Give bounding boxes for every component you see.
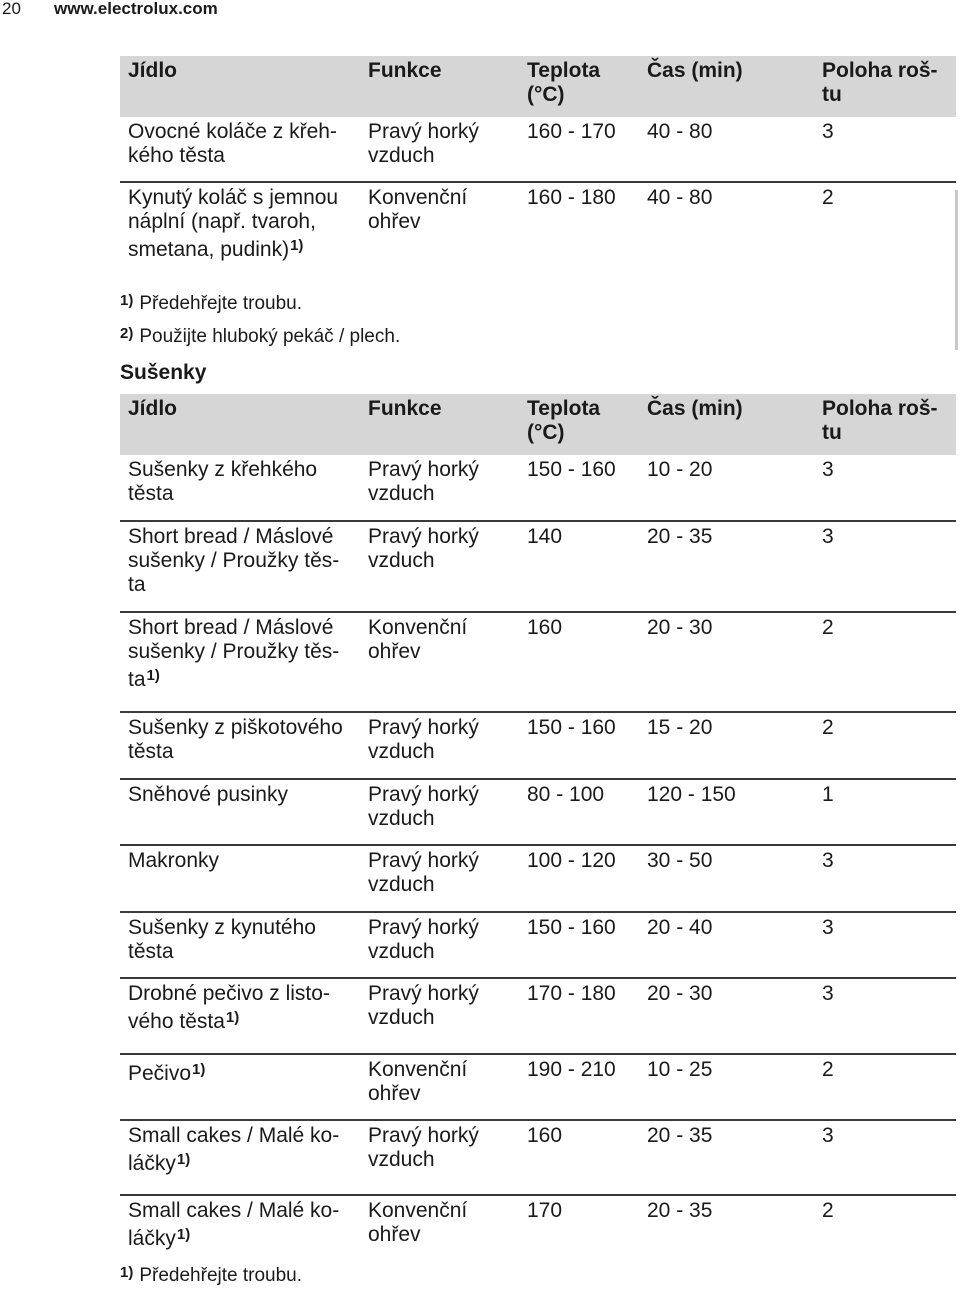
cell-line: Konvenční: [368, 616, 468, 639]
cell-line: Teplota: [527, 59, 601, 82]
cell-line: (°C): [527, 83, 565, 106]
table-row: [120, 911, 956, 977]
time-cell: 20 - 35: [647, 525, 713, 548]
cell-line: Makronky: [128, 849, 220, 872]
cell-line: Čas (min): [647, 397, 743, 420]
cell-line: vzduch: [368, 940, 435, 963]
cell-line: Poloha roš-: [822, 59, 938, 82]
cell-line: Pravý horký: [368, 525, 479, 548]
cell-line: Pravý horký: [368, 916, 479, 939]
header-shelf-position: [822, 59, 938, 107]
function-cell: [368, 716, 479, 764]
time-cell: 15 - 20: [647, 716, 713, 739]
cell-line: Funkce: [368, 397, 442, 420]
cell-line: Sušenky z křehkého: [128, 458, 318, 481]
cell-line: Ovocné koláče z křeh-: [128, 120, 337, 143]
footnote-ref: 1): [225, 1009, 240, 1026]
footnote-1: [120, 290, 302, 315]
temperature-cell: 160 - 180: [527, 186, 616, 209]
cell-line: vzduch: [368, 1148, 435, 1171]
header-time: [647, 397, 743, 421]
cell-line: vzduch: [368, 807, 435, 830]
cell-line: vzduch: [368, 740, 435, 763]
table-row: [120, 611, 956, 711]
cell-line: láčky: [128, 1227, 176, 1250]
footnote-text: Předehřejte troubu.: [139, 1265, 303, 1286]
function-cell: [368, 458, 479, 506]
table-row: [120, 455, 956, 520]
shelf-position-cell: 1: [822, 783, 834, 806]
cell-line: Pečivo: [128, 1062, 192, 1085]
cell-line: Pravý horký: [368, 120, 479, 143]
cell-line: Sněhové pusinky: [128, 783, 288, 806]
cell-line: Funkce: [368, 59, 442, 82]
cell-line: Pravý horký: [368, 783, 479, 806]
cell-line: vzduch: [368, 549, 435, 572]
time-cell: 30 - 50: [647, 849, 713, 872]
shelf-position-cell: 2: [822, 1058, 834, 1081]
shelf-position-cell: 3: [822, 1124, 834, 1147]
time-cell: 20 - 40: [647, 916, 713, 939]
cell-line: Short bread / Máslové: [128, 616, 334, 639]
footnote-text: Předehřejte troubu.: [139, 293, 303, 314]
function-cell: [368, 916, 479, 964]
temperature-cell: 150 - 160: [527, 458, 616, 481]
temperature-cell: 160: [527, 1124, 563, 1147]
header-temperature: [527, 397, 600, 445]
function-cell: [368, 1199, 467, 1247]
footnote-ref: 1): [146, 667, 160, 684]
temperature-cell: 190 - 210: [527, 1058, 616, 1081]
function-cell: [368, 616, 467, 664]
cell-line: Teplota: [527, 397, 601, 420]
cell-line: Konvenční: [368, 1058, 468, 1081]
table-header: [120, 394, 956, 455]
food-cell: [128, 716, 343, 764]
cell-line: těsta: [128, 482, 174, 505]
table-row: [120, 181, 956, 273]
cell-line: tu: [822, 421, 842, 444]
shelf-position-cell: 3: [822, 849, 834, 872]
cell-line: Jídlo: [128, 59, 178, 82]
cell-line: Small cakes / Malé ko-: [128, 1124, 340, 1147]
table-row: [120, 1119, 956, 1194]
baking-table-biscuits: [120, 394, 956, 1268]
baking-table-cakes: [120, 56, 956, 273]
footnote-mark: 2): [120, 325, 134, 342]
cell-line: vzduch: [368, 482, 435, 505]
temperature-cell: 160: [527, 616, 563, 639]
table-row: [120, 1194, 956, 1268]
time-cell: 20 - 30: [647, 616, 713, 639]
cell-line: těsta: [128, 740, 174, 763]
time-cell: 20 - 35: [647, 1199, 713, 1222]
time-cell: 10 - 25: [647, 1058, 713, 1081]
shelf-position-cell: 2: [822, 616, 834, 639]
cell-line: vého těsta: [128, 1010, 225, 1033]
header-shelf-position: [822, 397, 938, 445]
cell-line: Jídlo: [128, 397, 178, 420]
page-edge-line: [955, 190, 958, 350]
temperature-cell: 80 - 100: [527, 783, 605, 806]
cell-line: Pravý horký: [368, 982, 479, 1005]
cell-line: Konvenční: [368, 186, 468, 209]
temperature-cell: 170: [527, 1199, 563, 1222]
shelf-position-cell: 2: [822, 716, 834, 739]
cell-line: tu: [822, 83, 842, 106]
function-cell: [368, 1058, 467, 1106]
cell-line: ohřev: [368, 640, 421, 663]
footnote-ref: 1): [290, 237, 304, 254]
header-food: [128, 397, 177, 421]
shelf-position-cell: 3: [822, 525, 834, 548]
function-cell: [368, 783, 479, 831]
table-row: [120, 977, 956, 1053]
cell-line: kého těsta: [128, 144, 225, 167]
time-cell: 120 - 150: [647, 783, 736, 806]
table-header: [120, 56, 956, 117]
footnote-ref: 1): [192, 1061, 206, 1078]
footnote-table2: [120, 1262, 302, 1287]
cell-line: (°C): [527, 421, 565, 444]
cell-line: těsta: [128, 940, 174, 963]
table-row: [120, 844, 956, 911]
time-cell: 40 - 80: [647, 120, 713, 143]
shelf-position-cell: 2: [822, 1199, 834, 1222]
table-row: [120, 520, 956, 611]
cell-line: Kynutý koláč s jemnou: [128, 186, 339, 209]
header-time: [647, 59, 743, 83]
header-food: [128, 59, 177, 83]
cell-line: láčky: [128, 1152, 176, 1175]
food-cell: [128, 458, 317, 506]
function-cell: [368, 120, 479, 168]
section-title: Sušenky: [120, 361, 207, 384]
time-cell: 10 - 20: [647, 458, 713, 481]
function-cell: [368, 982, 479, 1030]
cell-line: Poloha roš-: [822, 397, 938, 420]
cell-line: Drobné pečivo z listo-: [128, 982, 330, 1005]
footnote-mark: 1): [120, 1264, 134, 1281]
cell-line: ohřev: [368, 210, 421, 233]
food-cell: [128, 120, 337, 168]
time-cell: 20 - 35: [647, 1124, 713, 1147]
footnote-2: [120, 323, 400, 348]
function-cell: [368, 525, 479, 573]
function-cell: [368, 849, 479, 897]
food-cell: [128, 1058, 205, 1086]
shelf-position-cell: 3: [822, 916, 834, 939]
header-temperature: [527, 59, 600, 107]
footnote-ref: 1): [176, 1226, 191, 1243]
food-cell: [128, 186, 338, 262]
footnote-ref: 1): [176, 1151, 191, 1168]
cell-line: Pravý horký: [368, 849, 479, 872]
temperature-cell: 160 - 170: [527, 120, 616, 143]
food-cell: [128, 1199, 339, 1251]
footnote-mark: 1): [120, 292, 134, 309]
cell-line: Sušenky z kynutého: [128, 916, 316, 939]
temperature-cell: 150 - 160: [527, 916, 616, 939]
cell-line: smetana, pudink): [128, 238, 290, 261]
page-number: 20: [2, 0, 21, 18]
shelf-position-cell: 3: [822, 120, 834, 143]
function-cell: [368, 1124, 479, 1172]
cell-line: náplní (např. tvaroh,: [128, 210, 316, 233]
shelf-position-cell: 3: [822, 458, 834, 481]
page-header: [0, 0, 960, 22]
food-cell: [128, 783, 288, 807]
header-function: [368, 59, 442, 83]
cell-line: sušenky / Proužky těs-: [128, 640, 340, 663]
food-cell: [128, 1124, 339, 1176]
footnote-text: Použijte hluboký pekáč / plech.: [139, 326, 401, 347]
cell-line: Pravý horký: [368, 458, 479, 481]
food-cell: [128, 849, 219, 873]
header-function: [368, 397, 442, 421]
shelf-position-cell: 2: [822, 186, 834, 209]
function-cell: [368, 186, 467, 234]
temperature-cell: 140: [527, 525, 563, 548]
table-row: [120, 117, 956, 181]
cell-line: Small cakes / Malé ko-: [128, 1199, 340, 1222]
temperature-cell: 100 - 120: [527, 849, 616, 872]
food-cell: [128, 616, 339, 692]
cell-line: vzduch: [368, 873, 435, 896]
table-row: [120, 711, 956, 778]
temperature-cell: 170 - 180: [527, 982, 616, 1005]
cell-line: Pravý horký: [368, 1124, 479, 1147]
cell-line: vzduch: [368, 144, 435, 167]
cell-line: Pravý horký: [368, 716, 479, 739]
cell-line: ta: [128, 668, 146, 691]
website-url: www.electrolux.com: [54, 0, 218, 18]
shelf-position-cell: 3: [822, 982, 834, 1005]
cell-line: ohřev: [368, 1082, 421, 1105]
food-cell: [128, 916, 316, 964]
food-cell: [128, 982, 330, 1034]
cell-line: Čas (min): [647, 59, 743, 82]
cell-line: sušenky / Proužky těs-: [128, 549, 340, 572]
cell-line: Short bread / Máslové: [128, 525, 334, 548]
cell-line: ohřev: [368, 1223, 421, 1246]
table-row: [120, 778, 956, 844]
table-row: [120, 1053, 956, 1119]
time-cell: 20 - 30: [647, 982, 713, 1005]
cell-line: vzduch: [368, 1006, 435, 1029]
food-cell: [128, 525, 339, 597]
cell-line: Konvenční: [368, 1199, 468, 1222]
cell-line: Sušenky z piškotového: [128, 716, 343, 739]
cell-line: ta: [128, 573, 146, 596]
time-cell: 40 - 80: [647, 186, 713, 209]
temperature-cell: 150 - 160: [527, 716, 616, 739]
